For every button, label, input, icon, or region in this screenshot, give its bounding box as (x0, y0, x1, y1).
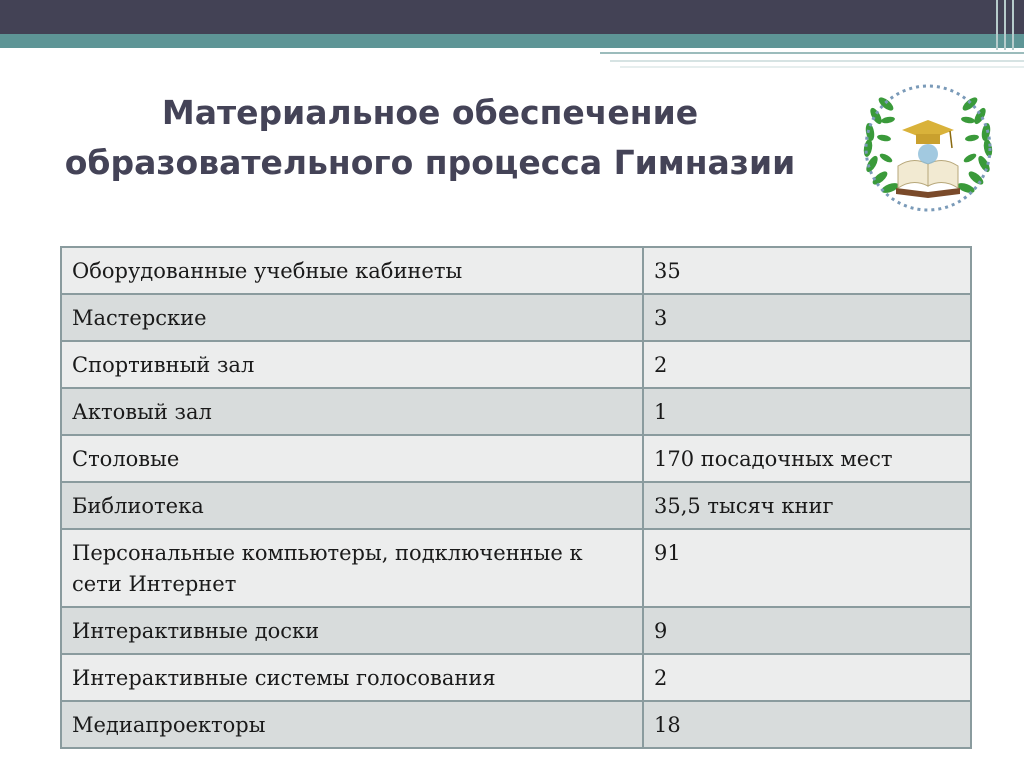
decorative-stripe (996, 0, 998, 50)
resource-value-cell: 35 (643, 247, 971, 294)
decorative-stripe (610, 60, 1024, 62)
resource-name-cell: Интерактивные доски (61, 607, 643, 654)
table-row (61, 701, 971, 748)
table-row (61, 607, 971, 654)
resources-table-body (61, 247, 971, 748)
resource-value-cell: 2 (643, 341, 971, 388)
decorative-stripe (1004, 0, 1006, 50)
table-row (61, 482, 971, 529)
resource-value-cell: 18 (643, 701, 971, 748)
table-row (61, 388, 971, 435)
gymnasium-emblem-icon (850, 68, 1010, 218)
table-row (61, 654, 971, 701)
resource-value-cell: 1 (643, 388, 971, 435)
resource-value-cell: 170 посадочных мест (643, 435, 971, 482)
resource-value-cell: 3 (643, 294, 971, 341)
decorative-stripe (600, 52, 1024, 54)
table-row (61, 341, 971, 388)
resource-name-cell: Оборудованные учебные кабинеты (61, 247, 643, 294)
resource-name-cell: Библиотека (61, 482, 643, 529)
table-row (61, 247, 971, 294)
header-bar (0, 0, 1024, 34)
resource-name-cell: Интерактивные системы голосования (61, 654, 643, 701)
resource-name-cell: Медиапроекторы (61, 701, 643, 748)
resource-name-cell: Мастерские (61, 294, 643, 341)
slide-title-line-1: Материальное обеспечение (161, 93, 699, 132)
table-row (61, 529, 971, 607)
resource-name-cell: Актовый зал (61, 388, 643, 435)
resource-value-cell: 9 (643, 607, 971, 654)
resource-value-cell: 35,5 тысяч книг (643, 482, 971, 529)
resource-value-cell: 91 (643, 529, 971, 607)
header-accent-band (0, 34, 1024, 48)
resource-value-cell: 2 (643, 654, 971, 701)
resources-table (60, 246, 972, 749)
resource-name-cell: Персональные компьютеры, подключенные к сети Интернет (61, 529, 643, 607)
table-row (61, 294, 971, 341)
table-row (61, 435, 971, 482)
slide-title-line-2: образовательного процесса Гимназии (64, 143, 796, 182)
resource-name-cell: Спортивный зал (61, 341, 643, 388)
slide-title (60, 88, 800, 188)
resource-name-cell: Столовые (61, 435, 643, 482)
decorative-stripe (1012, 0, 1014, 50)
